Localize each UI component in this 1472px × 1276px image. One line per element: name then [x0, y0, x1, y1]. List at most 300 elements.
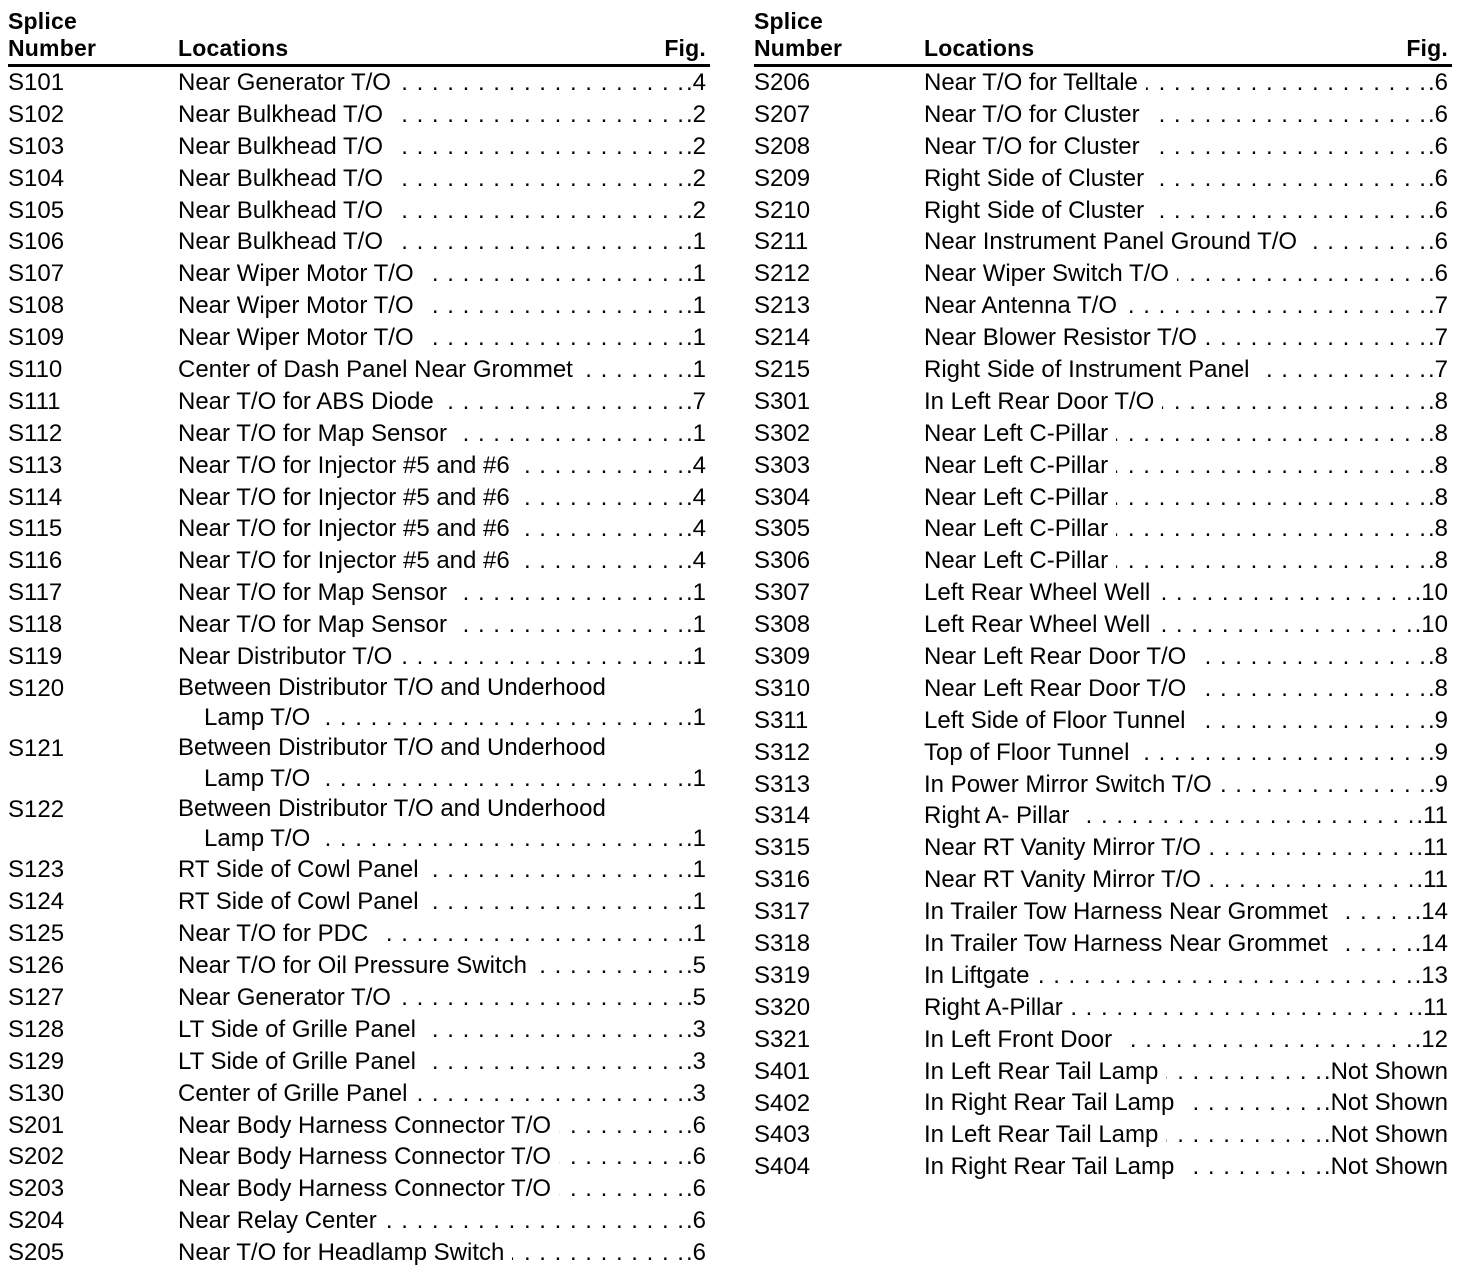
splice-number: S101: [8, 69, 65, 96]
splice-number: S302: [754, 419, 811, 447]
figure-ref: .13: [1414, 961, 1448, 989]
leader-dots: [391, 195, 684, 227]
figure-ref: .3: [685, 1047, 706, 1075]
location-text: Near Bulkhead T/O: [178, 164, 383, 192]
figure-ref: .6: [1427, 228, 1448, 256]
location-text-continued: Lamp T/O: [204, 704, 311, 732]
figure-ref: .6: [1427, 132, 1448, 160]
figure-ref: .Not Shown: [1323, 1057, 1448, 1085]
figure-ref: .1: [685, 643, 706, 671]
figure-ref: .6: [685, 1207, 706, 1235]
location-text: Right Side of Cluster: [924, 196, 1145, 224]
splice-number: S305: [754, 515, 811, 543]
splice-number: S209: [754, 164, 811, 192]
splice-number: S320: [754, 993, 811, 1021]
location-text: Near RT Vanity Mirror T/O: [924, 834, 1201, 862]
location-cell: [924, 354, 1452, 386]
leader-dots: [1182, 1087, 1322, 1119]
splice-number: S130: [8, 1079, 65, 1107]
leader-dots: [1162, 386, 1426, 418]
splice-number: S129: [8, 1047, 65, 1075]
location-text: LT Side of Grille Panel: [178, 1047, 416, 1075]
location-cell: [178, 1237, 710, 1269]
location-cell: [924, 928, 1452, 960]
splice-number: S109: [8, 324, 65, 352]
location-cell: [178, 450, 710, 482]
table-row: [754, 705, 1452, 737]
location-cell: [178, 1078, 710, 1110]
location-text: Near RT Vanity Mirror T/O: [924, 866, 1201, 894]
leader-dots: [442, 386, 684, 418]
location-text: Near Wiper Switch T/O: [924, 260, 1169, 288]
table-header: [8, 6, 710, 67]
leader-dots: [385, 1205, 684, 1237]
location-cell: [924, 1119, 1452, 1151]
table-row: [8, 1014, 710, 1046]
location-text: Between Distributor T/O and Underhood: [178, 794, 606, 822]
header-number-label: Number: [754, 35, 843, 61]
table-row: [8, 99, 710, 131]
location-cell: [178, 482, 710, 514]
location-cell: [178, 641, 710, 673]
location-cell: [924, 195, 1452, 227]
table-row: [754, 673, 1452, 705]
table-row: [754, 195, 1452, 227]
location-cell: [178, 886, 710, 918]
location-text: Between Distributor T/O and Underhood: [178, 673, 606, 701]
splice-number: S309: [754, 643, 811, 671]
location-text: LT Side of Grille Panel: [178, 1015, 416, 1043]
location-cell: [178, 918, 710, 950]
leader-dots: [518, 482, 684, 514]
location-text: Center of Dash Panel Near Grommet: [178, 356, 573, 383]
figure-ref: .1: [685, 579, 706, 607]
location-text: Near Generator T/O: [178, 983, 391, 1011]
location-text: In Trailer Tow Harness Near Grommet: [924, 898, 1328, 926]
figure-ref: .6: [1427, 260, 1448, 288]
figure-ref: .Not Shown: [1323, 1153, 1448, 1181]
table-row: [8, 733, 710, 794]
table-row: [754, 513, 1452, 545]
location-text: Near Body Harness Connector T/O: [178, 1175, 552, 1203]
location-cell: [924, 450, 1452, 482]
table-row: [8, 163, 710, 195]
leader-dots: [1258, 354, 1426, 386]
location-line-2: [178, 763, 710, 794]
splice-number: S103: [8, 132, 65, 160]
figure-ref: .4: [685, 451, 706, 479]
location-text: Near T/O for Cluster: [924, 100, 1140, 128]
location-text: Near T/O for Oil Pressure Switch: [178, 952, 527, 980]
figure-ref: .2: [685, 196, 706, 224]
location-cell: [178, 794, 710, 855]
figure-ref: .1: [685, 704, 706, 732]
leader-dots: [1148, 99, 1426, 131]
figure-ref: .9: [1427, 738, 1448, 766]
table-row: [8, 386, 710, 418]
location-cell: [924, 1056, 1452, 1088]
leader-dots: [1125, 290, 1426, 322]
leader-dots: [376, 918, 684, 950]
leader-dots: [455, 577, 684, 609]
table-row: [8, 354, 710, 386]
splice-number: S214: [754, 324, 811, 352]
location-text: Center of Grille Panel: [178, 1079, 408, 1107]
table-row: [8, 1237, 710, 1269]
figure-ref: .1: [685, 324, 706, 352]
leader-dots: [581, 354, 684, 386]
splice-number: S108: [8, 292, 65, 320]
leader-dots: [1158, 609, 1412, 641]
location-cell: [178, 163, 710, 195]
splice-number: S120: [8, 674, 65, 702]
table-row: [754, 482, 1452, 514]
figure-ref: .2: [685, 132, 706, 160]
location-cell: [924, 99, 1452, 131]
location-text: In Liftgate: [924, 961, 1030, 989]
splice-number: S315: [754, 834, 811, 862]
table-row: [754, 67, 1452, 99]
splice-number: S208: [754, 132, 811, 160]
location-text: Top of Floor Tunnel: [924, 738, 1130, 766]
splice-number: S118: [8, 611, 63, 639]
location-cell: [924, 705, 1452, 737]
location-text: Near Left C-Pillar: [924, 451, 1109, 479]
leader-dots: [559, 1110, 684, 1142]
location-cell: [924, 322, 1452, 354]
table-row: [8, 1046, 710, 1078]
location-text: Near Left C-Pillar: [924, 419, 1109, 447]
splice-number: S314: [754, 802, 811, 830]
location-cell: [924, 258, 1452, 290]
table-row: [754, 418, 1452, 450]
location-cell: [924, 641, 1452, 673]
splice-number: S204: [8, 1207, 65, 1235]
location-text: In Left Rear Tail Lamp: [924, 1121, 1159, 1149]
figure-ref: .1: [685, 611, 706, 639]
figure-ref: .1: [685, 356, 706, 383]
table-row: [8, 482, 710, 514]
table-row: [754, 800, 1452, 832]
splice-number: S105: [8, 196, 65, 224]
location-cell: [924, 992, 1452, 1024]
leader-dots: [422, 322, 684, 354]
splice-number: S121: [8, 735, 65, 763]
location-text: Near Wiper Motor T/O: [178, 260, 414, 288]
splice-number: S311: [754, 706, 809, 734]
leader-dots: [1152, 195, 1426, 227]
location-text: Near Left C-Pillar: [924, 483, 1109, 511]
splice-number: S123: [8, 856, 65, 884]
splice-number: S102: [8, 100, 65, 128]
location-text: Near Distributor T/O: [178, 643, 393, 671]
leader-dots: [1220, 769, 1426, 801]
location-text: Near Bulkhead T/O: [178, 100, 383, 128]
splice-number: S125: [8, 920, 65, 948]
figure-ref: .2: [685, 100, 706, 128]
leader-dots: [422, 258, 684, 290]
splice-number: S124: [8, 888, 65, 916]
location-cell: [178, 733, 710, 794]
leader-dots: [1116, 482, 1426, 514]
leader-dots: [422, 290, 684, 322]
table-row: [754, 960, 1452, 992]
table-row: [754, 864, 1452, 896]
splice-number: S215: [754, 356, 811, 384]
table-row: [754, 545, 1452, 577]
figure-ref: .11: [1416, 866, 1448, 894]
location-text: Near T/O for Cluster: [924, 132, 1140, 160]
leader-dots: [318, 823, 684, 854]
table-row: [8, 673, 710, 734]
location-cell: [178, 1141, 710, 1173]
table-row: [8, 545, 710, 577]
splice-number: S106: [8, 228, 65, 256]
table-row: [754, 450, 1452, 482]
location-cell: [924, 1024, 1452, 1056]
location-text: Near Relay Center: [178, 1207, 377, 1235]
table-row: [8, 450, 710, 482]
location-text: Near T/O for Injector #5 and #6: [178, 451, 510, 479]
leader-dots: [1152, 163, 1426, 195]
location-text: RT Side of Cowl Panel: [178, 856, 419, 884]
splice-number: S119: [8, 643, 63, 671]
location-cell: [924, 769, 1452, 801]
location-text: Near T/O for Map Sensor: [178, 419, 447, 447]
table-row: [8, 258, 710, 290]
location-cell: [924, 67, 1452, 99]
figure-ref: .1: [685, 856, 706, 884]
figure-ref: .5: [685, 983, 706, 1011]
table-row: [8, 1110, 710, 1142]
location-text: In Right Rear Tail Lamp: [924, 1153, 1175, 1181]
location-cell: [178, 195, 710, 227]
location-cell: [178, 609, 710, 641]
location-text: Near T/O for Injector #5 and #6: [178, 515, 510, 543]
location-text: Near Instrument Panel Ground T/O: [924, 228, 1298, 256]
location-text: Near Bulkhead T/O: [178, 132, 383, 160]
figure-ref: .8: [1427, 387, 1448, 415]
figure-ref: .1: [685, 419, 706, 447]
figure-ref: .8: [1427, 547, 1448, 575]
location-cell: [924, 482, 1452, 514]
leader-dots: [1146, 67, 1426, 99]
location-cell: [924, 832, 1452, 864]
leader-dots: [1205, 322, 1426, 354]
figure-ref: .11: [1416, 834, 1448, 862]
location-text: In Left Rear Tail Lamp: [924, 1057, 1159, 1085]
figure-ref: .6: [685, 1111, 706, 1139]
table-row: [754, 928, 1452, 960]
location-text: Near Left Rear Door T/O: [924, 674, 1187, 702]
figure-ref: .6: [685, 1175, 706, 1203]
location-cell: [924, 800, 1452, 832]
leader-dots: [455, 418, 684, 450]
splice-number: S401: [754, 1057, 811, 1085]
figure-ref: .8: [1427, 515, 1448, 543]
splice-number: S115: [8, 515, 63, 543]
leader-dots: [399, 67, 684, 99]
splice-number: S128: [8, 1015, 65, 1043]
location-text: Near Wiper Motor T/O: [178, 324, 414, 352]
location-cell: [178, 354, 710, 386]
header-number-label: Number: [8, 35, 97, 61]
splice-number: S211: [754, 228, 809, 256]
table-row: [8, 854, 710, 886]
location-text: RT Side of Cowl Panel: [178, 888, 419, 916]
location-text: Near Left Rear Door T/O: [924, 643, 1187, 671]
splice-number: S104: [8, 164, 65, 192]
splice-number: S114: [8, 483, 63, 511]
figure-ref: .6: [1427, 68, 1448, 96]
splice-number: S213: [754, 292, 811, 320]
location-cell: [924, 1088, 1452, 1120]
leader-dots: [1166, 1056, 1322, 1088]
table-row: [754, 1151, 1452, 1183]
splice-number: S205: [8, 1239, 65, 1267]
leader-dots: [391, 99, 684, 131]
figure-ref: .1: [685, 825, 706, 853]
leader-dots: [518, 545, 684, 577]
location-cell: [178, 1205, 710, 1237]
location-text: Near T/O for Map Sensor: [178, 579, 447, 607]
splice-number: S307: [754, 579, 811, 607]
figure-ref: .11: [1416, 802, 1448, 830]
location-text: Near Antenna T/O: [924, 292, 1118, 320]
location-text: Near T/O for Injector #5 and #6: [178, 547, 510, 575]
location-cell: [924, 577, 1452, 609]
location-cell: [178, 322, 710, 354]
splice-number: S402: [754, 1089, 811, 1117]
splice-number: S310: [754, 674, 811, 702]
figure-ref: .1: [685, 260, 706, 288]
location-cell: [178, 1173, 710, 1205]
table-row: [8, 641, 710, 673]
figure-ref: .1: [685, 292, 706, 320]
table-row: [754, 577, 1452, 609]
table-row: [754, 1119, 1452, 1151]
location-text: In Right Rear Tail Lamp: [924, 1089, 1175, 1117]
location-cell: [178, 99, 710, 131]
splice-number: S107: [8, 260, 65, 288]
table-row: [754, 258, 1452, 290]
figure-ref: .2: [685, 164, 706, 192]
location-cell: [924, 673, 1452, 705]
table-row: [754, 832, 1452, 864]
leader-dots: [1116, 513, 1426, 545]
table-row: [8, 950, 710, 982]
table-row: [8, 131, 710, 163]
table-row: [754, 1056, 1452, 1088]
table-row: [754, 226, 1452, 258]
table-row: [8, 67, 710, 99]
figure-ref: .4: [685, 515, 706, 543]
table-row: [754, 131, 1452, 163]
location-text: Near Bulkhead T/O: [178, 196, 383, 224]
leader-dots: [424, 1046, 684, 1078]
leader-dots: [1177, 258, 1426, 290]
leader-dots: [1166, 1119, 1322, 1151]
location-cell: [178, 1110, 710, 1142]
header-fig: Fig.: [664, 35, 706, 61]
table-row: [8, 226, 710, 258]
header-splice-number: [8, 8, 96, 62]
table-row: [754, 290, 1452, 322]
location-cell: [178, 577, 710, 609]
table-row: [8, 577, 710, 609]
location-text: Near Left C-Pillar: [924, 547, 1109, 575]
location-cell: [924, 609, 1452, 641]
leader-dots: [1077, 800, 1414, 832]
header-locations: Locations: [924, 35, 1035, 61]
table-row: [754, 322, 1452, 354]
location-cell: [924, 513, 1452, 545]
location-cell: [178, 1046, 710, 1078]
table-row: [754, 992, 1452, 1024]
splice-number: S316: [754, 866, 811, 894]
location-cell: [178, 290, 710, 322]
figure-ref: .6: [685, 1239, 706, 1267]
leader-dots: [1071, 992, 1415, 1024]
table-row: [8, 794, 710, 855]
splice-number: S318: [754, 930, 811, 958]
figure-ref: .14: [1414, 898, 1448, 926]
table-row: [8, 195, 710, 227]
location-cell: [178, 226, 710, 258]
leader-dots: [1209, 832, 1414, 864]
figure-ref: .1: [685, 920, 706, 948]
leader-dots: [1209, 864, 1414, 896]
figure-ref: .7: [1427, 292, 1448, 320]
leader-dots: [391, 163, 684, 195]
figure-ref: .8: [1427, 451, 1448, 479]
figure-ref: .1: [685, 764, 706, 792]
figure-ref: .14: [1414, 930, 1448, 958]
leader-dots: [1120, 1024, 1413, 1056]
location-text: In Power Mirror Switch T/O: [924, 770, 1212, 798]
leader-dots: [399, 982, 684, 1014]
location-text: Near Blower Resistor T/O: [924, 324, 1197, 352]
leader-dots: [1116, 545, 1426, 577]
leader-dots: [427, 886, 684, 918]
location-cell: [924, 418, 1452, 450]
figure-ref: .5: [685, 952, 706, 980]
table-row: [8, 609, 710, 641]
location-text: In Left Front Door: [924, 1025, 1113, 1053]
splice-number: S303: [754, 451, 811, 479]
table-row: [8, 918, 710, 950]
splice-number: S312: [754, 738, 811, 766]
location-text: Right Side of Instrument Panel: [924, 356, 1250, 383]
location-text: Near T/O for Telltale: [924, 68, 1138, 96]
figure-ref: .1: [685, 228, 706, 256]
leader-dots: [1194, 673, 1426, 705]
leader-dots: [1194, 641, 1426, 673]
figure-ref: .11: [1416, 993, 1448, 1021]
leader-dots: [1336, 928, 1413, 960]
figure-ref: .Not Shown: [1323, 1089, 1448, 1117]
leader-dots: [535, 950, 684, 982]
location-cell: [924, 131, 1452, 163]
location-text: Right Side of Cluster: [924, 164, 1145, 192]
location-text: Near T/O for Headlamp Switch: [178, 1239, 505, 1267]
leader-dots: [318, 702, 684, 733]
leader-dots: [512, 1237, 684, 1269]
figure-ref: .9: [1427, 770, 1448, 798]
location-line-2: [178, 823, 710, 854]
table-row: [754, 1024, 1452, 1056]
leader-dots: [400, 641, 684, 673]
